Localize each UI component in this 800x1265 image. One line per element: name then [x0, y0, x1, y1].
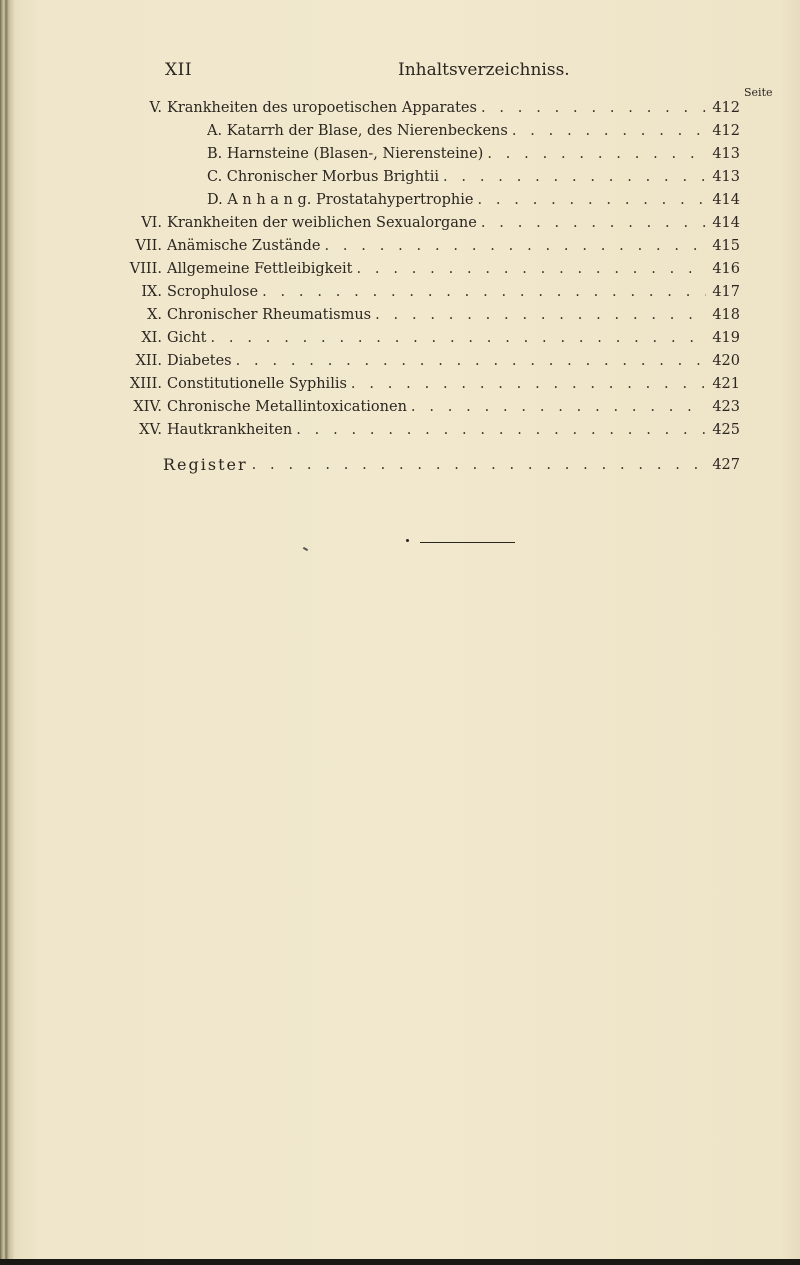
dot-leader [411, 397, 706, 417]
ink-speck [406, 539, 409, 542]
toc-entry-viii [118, 259, 740, 279]
register-page: 427 [712, 457, 740, 473]
dot-leader [512, 121, 706, 141]
entry-label: C. Chronischer Morbus Brightii [207, 169, 440, 185]
page-bottom-edge [0, 1259, 800, 1265]
entry-page: 419 [712, 330, 740, 346]
page-folio: XII [165, 60, 193, 80]
entry-number: VI. [141, 215, 162, 231]
entry-label: Constitutionelle Syphilis [167, 376, 347, 392]
entry-label: D. A n h a n g. Prostatahypertrophie [207, 192, 474, 208]
toc-entry-vi [118, 213, 740, 233]
entry-page: 412 [712, 123, 740, 139]
toc-entry-xv [118, 420, 740, 440]
toc-entry-v-a [207, 121, 740, 141]
entry-page: 423 [712, 399, 740, 415]
dot-leader [324, 236, 706, 256]
dot-leader [236, 351, 706, 371]
entry-label: Gicht [167, 330, 207, 346]
dot-leader [357, 259, 707, 279]
toc-entry-vii [118, 236, 740, 256]
register-label: Register [163, 455, 248, 474]
toc-entry-v-d [207, 190, 740, 210]
entry-label: Chronische Metallintoxicationen [167, 399, 407, 415]
book-spine-edge [0, 0, 14, 1265]
closing-rule [420, 542, 515, 543]
dot-leader [487, 144, 706, 164]
entry-label: Chronischer Rheumatismus [167, 307, 372, 323]
entry-number: XI. [141, 330, 162, 346]
dot-leader [252, 455, 706, 475]
entry-page: 420 [712, 353, 740, 369]
toc-entry-ix [118, 282, 740, 302]
dot-leader [443, 167, 706, 187]
entry-label: B. Harnsteine (Blasen-, Nierensteine) [207, 146, 484, 162]
entry-page: 413 [712, 169, 740, 185]
entry-page: 418 [712, 307, 740, 323]
entry-page: 425 [712, 422, 740, 438]
entry-number: VII. [135, 238, 162, 254]
entry-page: 421 [712, 376, 740, 392]
entry-number: XIV. [133, 399, 162, 415]
entry-page: 417 [712, 284, 740, 300]
column-label-seite: Seite [744, 86, 773, 99]
dot-leader [296, 420, 706, 440]
entry-page: 414 [712, 215, 740, 231]
entry-number: XII. [135, 353, 162, 369]
running-head [0, 60, 800, 84]
entry-label: Scrophulose [167, 284, 259, 300]
toc-entry-v [118, 98, 740, 118]
entry-number: V. [149, 100, 162, 116]
entry-page: 415 [712, 238, 740, 254]
page-title: Inhaltsverzeichniss. [398, 60, 570, 80]
entry-page: 413 [712, 146, 740, 162]
entry-label: Hautkrankheiten [167, 422, 293, 438]
toc-entry-xiv [118, 397, 740, 417]
toc-entry-v-b [207, 144, 740, 164]
dot-leader [481, 213, 706, 233]
dot-leader [481, 98, 706, 118]
toc-entry-x [118, 305, 740, 325]
dot-leader [375, 305, 706, 325]
entry-page: 414 [712, 192, 740, 208]
toc-entry-xi [118, 328, 740, 348]
entry-label: Anämische Zustände [167, 238, 321, 254]
dot-leader [477, 190, 706, 210]
entry-number: IX. [141, 284, 162, 300]
entry-number: VIII. [129, 261, 162, 277]
toc-entry-xiii [118, 374, 740, 394]
entry-label: Krankheiten des uropoetischen Apparates [167, 100, 477, 116]
toc-entry-xii [118, 351, 740, 371]
entry-label: A. Katarrh der Blase, des Nierenbeckens [207, 123, 508, 139]
dot-leader [262, 282, 706, 302]
entry-label: Diabetes [167, 353, 232, 369]
entry-label: Krankheiten der weiblichen Sexualorgane [167, 215, 477, 231]
toc-entry-register [163, 455, 740, 475]
dot-leader [351, 374, 706, 394]
entry-number: X. [147, 307, 162, 323]
entry-number: XIII. [129, 376, 162, 392]
entry-page: 412 [712, 100, 740, 116]
toc-entry-v-c [207, 167, 740, 187]
entry-page: 416 [712, 261, 740, 277]
entry-number: XV. [139, 422, 162, 438]
dot-leader [211, 328, 706, 348]
entry-label: Allgemeine Fettleibigkeit [167, 261, 353, 277]
